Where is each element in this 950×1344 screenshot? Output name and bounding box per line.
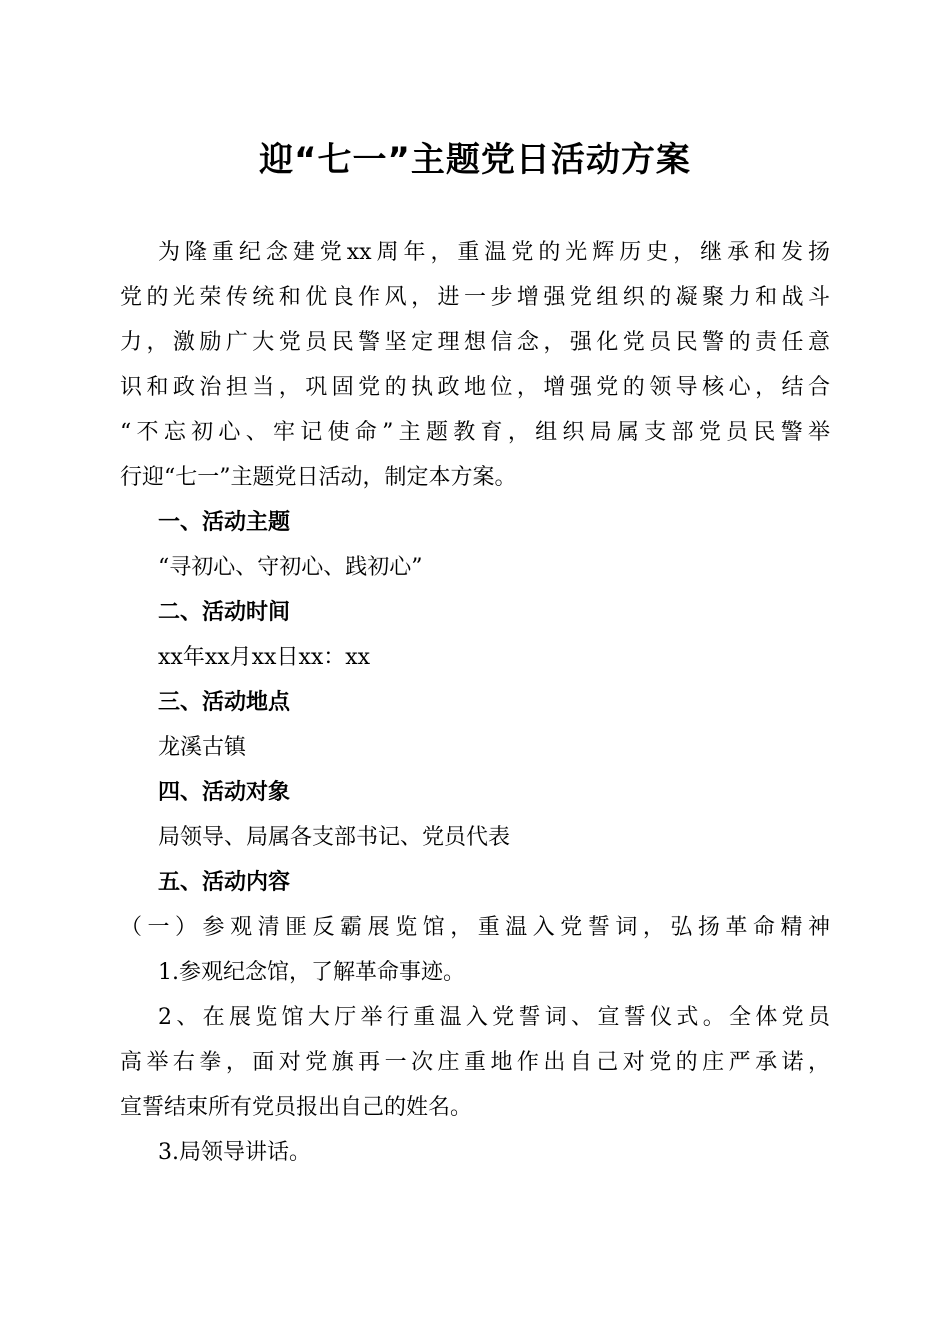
content-subheading-1: （一）参观清匪反霸展览馆，重温入党誓词，弘扬革命精神: [120, 915, 830, 940]
document-body: [120, 230, 830, 1175]
intro-line-4: 识和政治担当，巩固党的执政地位，增强党的领导核心，结合: [120, 375, 830, 400]
content-item-3: 3.局领导讲话。: [158, 1140, 311, 1165]
section-heading-location: 三、活动地点: [158, 690, 291, 715]
document-title: 迎“七一”主题党日活动方案: [259, 140, 691, 180]
intro-line-6: 行迎“七一”主题党日活动，制定本方案。: [120, 465, 517, 490]
section-heading-theme: 一、活动主题: [158, 510, 291, 535]
content-item-2-line-2: 高举右拳，面对党旗再一次庄重地作出自己对党的庄严承诺，: [120, 1050, 830, 1075]
intro-line-3: 力，激励广大党员民警坚定理想信念，强化党员民警的责任意: [120, 330, 830, 355]
section-heading-content: 五、活动内容: [158, 870, 291, 895]
section-text-participants: 局领导、局属各支部书记、党员代表: [158, 825, 511, 850]
section-text-theme: “寻初心、守初心、践初心”: [158, 555, 423, 580]
section-heading-time: 二、活动时间: [158, 600, 291, 625]
intro-line-5: “不忘初心、牢记使命”主题教育，组织局属支部党员民警举: [120, 420, 830, 445]
section-text-location: 龙溪古镇: [158, 735, 247, 760]
content-item-2-line-1: 2、在展览馆大厅举行重温入党誓词、宣誓仪式。全体党员: [158, 1005, 830, 1030]
intro-line-2: 党的光荣传统和优良作风，进一步增强党组织的凝聚力和战斗: [120, 285, 830, 310]
section-text-time: xx年xx月xx日xx：xx: [158, 645, 371, 670]
intro-line-1: 为隆重纪念建党xx周年，重温党的光辉历史，继承和发扬: [158, 240, 830, 265]
content-item-2-line-3: 宣誓结束所有党员报出自己的姓名。: [120, 1095, 473, 1120]
section-heading-participants: 四、活动对象: [158, 780, 291, 805]
content-item-1: 1.参观纪念馆，了解革命事迹。: [158, 960, 465, 985]
